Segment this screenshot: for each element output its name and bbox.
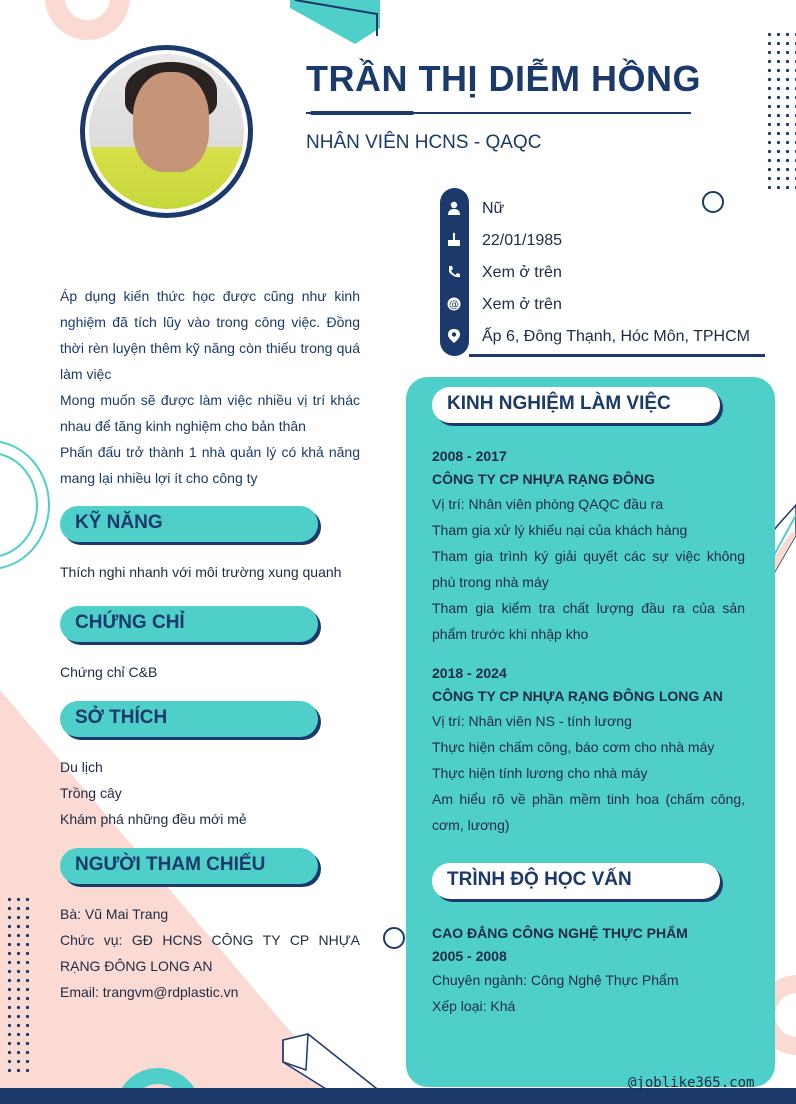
hobbies-heading (60, 701, 318, 737)
dot-pattern-bottom-left (5, 895, 35, 1075)
job-years: 2008 - 2017 (432, 448, 507, 464)
career-objective (60, 283, 360, 491)
dot-pattern-top-right (765, 30, 796, 190)
education-entry (432, 921, 745, 1019)
references-heading-label: NGƯỜI THAM CHIẾU (75, 854, 266, 875)
education-years: 2005 - 2008 (432, 948, 507, 964)
contact-phone: Xem ở trên (482, 264, 562, 281)
job-company: CÔNG TY CP NHỰA RẠNG ĐÔNG (432, 471, 655, 487)
job-line: Thực hiện chấm công, báo cơm cho nhà máy (432, 739, 715, 755)
experience-heading-label: KINH NGHIỆM LÀM VIỆC (447, 393, 671, 414)
contact-underline (469, 354, 765, 357)
certificate-item: Chứng chỉ C&B (60, 664, 158, 680)
skills-heading-label: KỸ NĂNG (75, 512, 163, 533)
hobby-item: Du lịch (60, 759, 103, 775)
location-pin-icon (446, 328, 462, 344)
education-school: CAO ĐẲNG CÔNG NGHỆ THỰC PHẨM (432, 925, 688, 941)
name-underline-accent (310, 111, 414, 115)
email-at-icon (446, 296, 462, 312)
contact-gender: Nữ (482, 200, 505, 217)
candidate-name: TRẦN THỊ DIỄM HỒNG (306, 58, 701, 99)
hobby-item: Trồng cây (60, 785, 122, 801)
svg-text:@: @ (449, 299, 459, 311)
contact-address: Ấp 6, Đông Thạnh, Hóc Môn, TPHCM (482, 328, 750, 345)
reference-details (60, 901, 360, 1005)
contact-email: Xem ở trên (482, 296, 562, 313)
reference-name: Bà: Vũ Mai Trang (60, 906, 169, 922)
hobbies-heading-label: SỞ THÍCH (75, 707, 168, 728)
education-major: Chuyên ngành: Công Nghệ Thực Phẩm (432, 972, 679, 988)
education-heading (432, 863, 720, 899)
job-line: Am hiểu rõ về phần mềm tinh hoa (chấm công, cơm, lương) (432, 791, 745, 833)
references-heading (60, 848, 318, 884)
small-circle-decoration (702, 191, 724, 213)
objective-paragraph: Áp dụng kiến thức học được cũng như kinh nghiệm đã tích lũy vào trong công việc. Đồng thời rèn luyện thêm kỹ năng còn thiếu trong quá làm việc (60, 288, 360, 382)
certificates-heading (60, 606, 318, 642)
bar-shape-decoration-top (285, 0, 385, 48)
job-years: 2018 - 2024 (432, 665, 507, 681)
birthday-cake-icon (446, 232, 462, 248)
job-line: Thực hiện tính lương cho nhà máy (432, 765, 648, 781)
job-company: CÔNG TY CP NHỰA RẠNG ĐÔNG LONG AN (432, 688, 723, 704)
phone-icon (446, 264, 462, 280)
reference-position: Chức vụ: GĐ HCNS CÔNG TY CP NHỰA RẠNG ĐÔNG LONG AN (60, 932, 360, 974)
job-line: Tham gia trình ký giải quyết các sự việc không phù trong nhà máy (432, 548, 745, 590)
experience-entry (432, 445, 745, 647)
job-line: Vị trí: Nhân viên NS - tính lương (432, 713, 632, 729)
education-heading-label: TRÌNH ĐỘ HỌC VẤN (447, 869, 632, 890)
hobby-item: Khám phá những đều mới mẻ (60, 811, 247, 827)
objective-paragraph: Mong muốn sẽ được làm việc nhiều vị trí khác nhau để tăng kinh nghiệm cho bản thân (60, 392, 360, 434)
skill-item: Thích nghi nhanh với môi trường xung quanh (60, 564, 342, 580)
pink-arc-decoration (45, 0, 130, 40)
person-icon (446, 200, 462, 216)
profile-photo (80, 45, 253, 218)
job-title: NHÂN VIÊN HCNS - QAQC (306, 132, 542, 153)
reference-email: Email: trangvm@rdplastic.vn (60, 984, 239, 1000)
experience-entry (432, 662, 745, 838)
objective-paragraph: Phấn đấu trở thành 1 nhà quản lý có khả năng mang lại nhiều lợi ít cho công ty (60, 444, 360, 486)
job-line: Tham gia kiểm tra chất lượng đầu ra của sản phẩm trước khi nhập kho (432, 600, 745, 642)
experience-heading (432, 387, 720, 423)
education-grade: Xếp loại: Khá (432, 998, 516, 1014)
job-line: Vị trí: Nhân viên phòng QAQC đầu ra (432, 496, 664, 512)
certificates-heading-label: CHỨNG CHỈ (75, 612, 185, 633)
job-line: Tham gia xử lý khiếu nại của khách hàng (432, 522, 688, 538)
skills-heading (60, 506, 318, 542)
contact-birthday: 22/01/1985 (482, 232, 563, 249)
watermark: @joblike365.com (628, 1075, 755, 1091)
avatar (89, 54, 244, 209)
small-circle-decoration-2 (383, 927, 405, 949)
